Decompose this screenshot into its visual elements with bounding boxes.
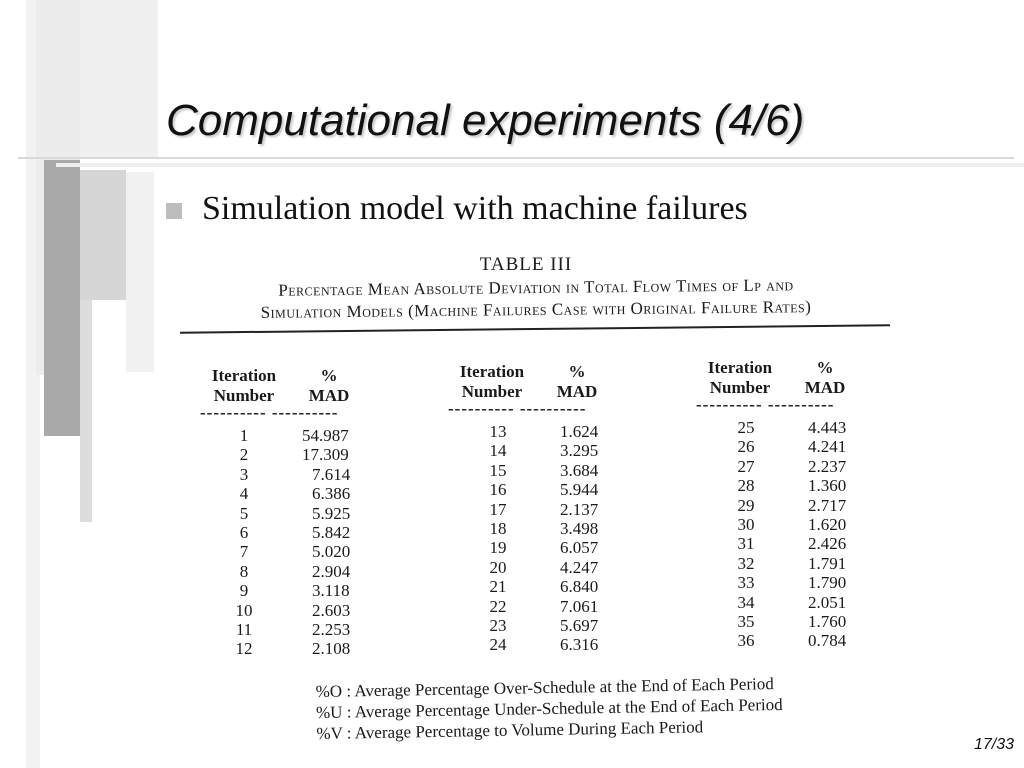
mad-value: 1.791 — [808, 553, 847, 573]
header-text: Number — [213, 386, 275, 405]
note-line: %O : Average Percentage Over-Schedule at the End of Each Period — [315, 674, 774, 702]
iteration-header — [448, 362, 536, 402]
mad-value: 2.253 — [312, 620, 351, 640]
table-row — [448, 616, 618, 635]
iteration-number: 35 — [737, 612, 755, 632]
iteration-number: 9 — [239, 581, 249, 601]
header-text: % — [816, 358, 834, 377]
table-rule — [180, 324, 890, 333]
table-title: TABLE III — [479, 254, 573, 275]
decor-bar — [126, 172, 154, 372]
note-line: %U : Average Percentage Under-Schedule at the End of Each Period — [315, 694, 783, 723]
table-row — [448, 635, 618, 654]
table-row — [696, 437, 866, 456]
mad-value: 5.697 — [560, 616, 599, 636]
table-row — [200, 581, 370, 600]
iteration-number: 18 — [489, 519, 507, 539]
mad-header — [784, 358, 866, 398]
iteration-number: 32 — [737, 553, 755, 573]
mad-value: 5.842 — [312, 523, 351, 543]
title-divider-shadow — [56, 163, 1024, 167]
mad-value: 2.137 — [560, 499, 599, 519]
mad-value: 2.108 — [312, 639, 351, 659]
iteration-number: 27 — [737, 456, 755, 476]
decor-bar — [44, 160, 80, 436]
decor-bar — [80, 300, 92, 522]
table-row — [696, 457, 866, 476]
table-column-group-2 — [448, 362, 618, 655]
mad-value: 1.624 — [560, 422, 599, 441]
bullet-item — [166, 190, 748, 228]
table-row — [448, 558, 618, 577]
iteration-number: 19 — [489, 538, 507, 558]
table-row — [200, 426, 370, 445]
table-row — [448, 500, 618, 519]
page-number: 17/33 — [973, 736, 1014, 753]
mad-value: 1.620 — [808, 515, 847, 535]
table-row — [448, 577, 618, 596]
slide-title: Computational experiments (4/6) — [166, 96, 805, 145]
header-text: Number — [709, 378, 771, 397]
table-row — [200, 542, 370, 561]
note-line: %V : Average Percentage to Volume During Each Period — [316, 717, 704, 744]
table-row — [448, 480, 618, 499]
iteration-number: 22 — [489, 596, 507, 616]
mad-value: 6.840 — [560, 577, 599, 597]
mad-value: 6.316 — [560, 635, 599, 655]
iteration-number: 14 — [489, 441, 507, 461]
table-row — [200, 504, 370, 523]
iteration-number: 25 — [737, 418, 755, 437]
header-dashes: ---------- ---------- — [696, 395, 835, 414]
mad-value: 6.057 — [560, 538, 599, 558]
column-header — [448, 362, 618, 402]
scanned-table — [156, 232, 896, 742]
table-row — [448, 461, 618, 480]
mad-value: 5.020 — [312, 542, 351, 562]
iteration-number: 13 — [489, 422, 507, 441]
iteration-number: 12 — [235, 639, 253, 659]
row-list — [200, 426, 370, 659]
table-row — [696, 534, 866, 553]
iteration-number: 3 — [239, 464, 249, 484]
header-text: % — [568, 362, 586, 381]
iteration-number: 17 — [489, 499, 507, 519]
mad-value: 2.904 — [312, 561, 351, 581]
mad-value: 54.987 — [302, 426, 349, 445]
mad-value: 4.443 — [808, 418, 847, 437]
table-row — [200, 639, 370, 658]
iteration-number: 36 — [737, 631, 755, 651]
table-column-group-3 — [696, 358, 866, 651]
iteration-number: 4 — [239, 484, 249, 504]
mad-value: 3.295 — [560, 441, 599, 461]
iteration-number: 2 — [239, 445, 249, 465]
table-notes — [315, 673, 783, 744]
table-row — [200, 465, 370, 484]
table-row — [200, 523, 370, 542]
column-header — [696, 358, 866, 398]
table-row — [696, 573, 866, 592]
mad-header — [288, 366, 370, 406]
table-row — [200, 620, 370, 639]
table-row — [696, 554, 866, 573]
header-text: Iteration — [707, 358, 773, 377]
iteration-number: 11 — [235, 620, 253, 640]
header-text: Iteration — [211, 366, 277, 385]
mad-value: 1.790 — [808, 573, 847, 593]
mad-value: 3.118 — [312, 581, 350, 601]
iteration-number: 23 — [489, 616, 507, 636]
table-row — [696, 515, 866, 534]
mad-value: 5.925 — [312, 503, 351, 523]
mad-value: 2.717 — [808, 495, 847, 515]
table-caption-line2: Simulation Models (Machine Failures Case with Original Failure Rates) — [260, 297, 812, 322]
decor-bar — [80, 0, 158, 158]
iteration-number: 31 — [737, 534, 755, 554]
table-row — [448, 538, 618, 557]
iteration-number: 20 — [489, 557, 507, 577]
table-row — [448, 441, 618, 460]
mad-value: 2.603 — [312, 600, 351, 620]
title-divider — [18, 157, 1014, 159]
table-row — [448, 422, 618, 441]
table-row — [200, 484, 370, 503]
header-text: MAD — [804, 378, 846, 397]
iteration-number: 5 — [239, 503, 249, 523]
mad-value: 2.237 — [808, 456, 847, 476]
mad-value: 5.944 — [560, 480, 599, 500]
iteration-number: 8 — [239, 561, 249, 581]
iteration-number: 1 — [239, 426, 249, 445]
iteration-number: 29 — [737, 495, 755, 515]
header-text: Number — [461, 382, 523, 401]
iteration-header — [200, 366, 288, 406]
iteration-number: 30 — [737, 515, 755, 535]
header-text: MAD — [308, 386, 350, 405]
table-row — [696, 496, 866, 515]
header-text: Iteration — [459, 362, 525, 381]
iteration-number: 34 — [737, 592, 755, 612]
table-column-group-1 — [200, 366, 370, 659]
mad-value: 3.684 — [560, 460, 599, 480]
table-caption-line1: Percentage Mean Absolute Deviation in Total Flow Times of Lp and — [278, 275, 794, 300]
iteration-number: 26 — [737, 437, 755, 457]
iteration-number: 28 — [737, 476, 755, 496]
mad-value: 2.051 — [808, 592, 847, 612]
table-row — [448, 519, 618, 538]
row-list — [448, 422, 618, 655]
row-list — [696, 418, 866, 651]
header-text: % — [320, 366, 338, 385]
iteration-number: 21 — [489, 577, 507, 597]
mad-value: 4.241 — [808, 437, 847, 457]
table-row — [696, 612, 866, 631]
mad-value: 3.498 — [560, 519, 599, 539]
iteration-number: 24 — [489, 635, 507, 655]
table-row — [200, 445, 370, 464]
header-text: MAD — [556, 382, 598, 401]
table-row — [448, 597, 618, 616]
iteration-number: 7 — [239, 542, 249, 562]
iteration-number: 15 — [489, 460, 507, 480]
column-header — [200, 366, 370, 406]
iteration-number: 16 — [489, 480, 507, 500]
mad-value: 0.784 — [808, 631, 847, 651]
table-row — [696, 593, 866, 612]
table-row — [696, 476, 866, 495]
mad-value: 17.309 — [302, 445, 349, 465]
mad-value: 1.760 — [808, 612, 847, 632]
header-dashes: ---------- ---------- — [200, 403, 339, 422]
bullet-text: Simulation model with machine failures — [202, 190, 748, 227]
iteration-number: 10 — [235, 600, 253, 620]
iteration-number: 6 — [239, 523, 249, 543]
table-row — [696, 631, 866, 650]
mad-value: 7.614 — [312, 464, 351, 484]
header-dashes: ---------- ---------- — [448, 399, 587, 418]
mad-value: 2.426 — [808, 534, 847, 554]
table-row — [200, 562, 370, 581]
square-bullet-icon — [166, 203, 182, 219]
iteration-number: 33 — [737, 573, 755, 593]
mad-value: 6.386 — [312, 484, 351, 504]
mad-value: 1.360 — [808, 476, 847, 496]
mad-value: 7.061 — [560, 596, 599, 616]
mad-header — [536, 362, 618, 402]
table-row — [696, 418, 866, 437]
iteration-header — [696, 358, 784, 398]
table-row — [200, 601, 370, 620]
mad-value: 4.247 — [560, 557, 599, 577]
